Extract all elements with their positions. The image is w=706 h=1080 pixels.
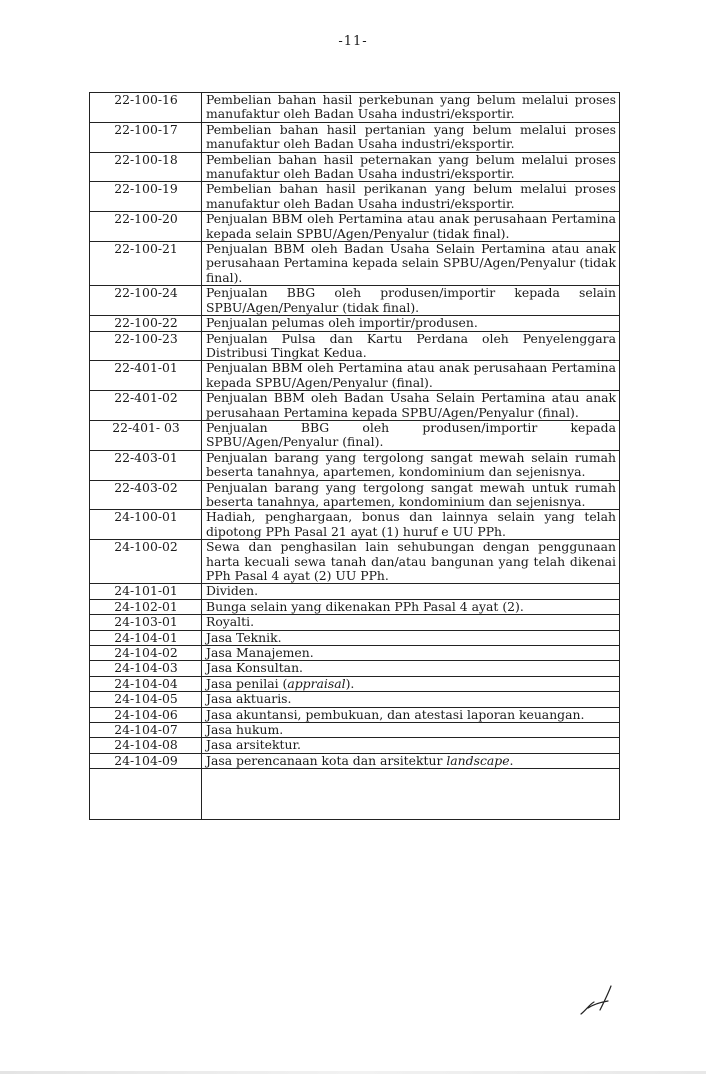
tax-code-cell: 24-104-02 bbox=[90, 646, 202, 661]
tax-description-cell: Dividen. bbox=[202, 584, 620, 599]
scan-edge bbox=[0, 1071, 706, 1074]
table-row bbox=[90, 707, 620, 722]
tax-description-cell: Jasa hukum. bbox=[202, 723, 620, 738]
tax-code-cell: 24-100-01 bbox=[90, 510, 202, 540]
table-row bbox=[90, 630, 620, 645]
tax-description-cell: Penjualan barang yang tergolong sangat mewah untuk rumah beserta tanahnya, apartemen, kondominium dan sejenisnya. bbox=[202, 480, 620, 510]
tax-description-cell: Pembelian bahan hasil pertanian yang belum melalui proses manufaktur oleh Badan Usaha industri/eksportir. bbox=[202, 122, 620, 152]
tax-description-cell: Bunga selain yang dikenakan PPh Pasal 4 ayat (2). bbox=[202, 599, 620, 614]
table-row bbox=[90, 615, 620, 630]
tax-code-cell: 24-104-07 bbox=[90, 723, 202, 738]
tax-code-cell: 22-100-21 bbox=[90, 242, 202, 286]
tax-code-cell: 22-100-24 bbox=[90, 286, 202, 316]
tax-code-cell: 22-100-20 bbox=[90, 212, 202, 242]
tax-description-cell: Jasa Teknik. bbox=[202, 630, 620, 645]
tax-code-cell: 22-100-19 bbox=[90, 182, 202, 212]
tax-description-cell: Pembelian bahan hasil perikanan yang belum melalui proses manufaktur oleh Badan Usaha industri/eksportir. bbox=[202, 182, 620, 212]
tax-code-cell: 24-104-05 bbox=[90, 692, 202, 707]
tax-code-cell: 22-100-17 bbox=[90, 122, 202, 152]
tax-code-cell: 24-104-06 bbox=[90, 707, 202, 722]
tax-code-cell: 22-100-16 bbox=[90, 93, 202, 123]
tax-code-table-body bbox=[90, 93, 620, 820]
tax-description-cell: Jasa akuntansi, pembukuan, dan atestasi laporan keuangan. bbox=[202, 707, 620, 722]
tax-description-cell: Jasa penilai (appraisal). bbox=[202, 676, 620, 691]
tax-code-cell: 22-403-02 bbox=[90, 480, 202, 510]
tax-description-cell: Jasa aktuaris. bbox=[202, 692, 620, 707]
tax-description-cell: Jasa perencanaan kota dan arsitektur landscape. bbox=[202, 753, 620, 768]
tax-code-cell: 24-104-04 bbox=[90, 676, 202, 691]
tax-description-cell: Jasa Konsultan. bbox=[202, 661, 620, 676]
table-row bbox=[90, 450, 620, 480]
tax-code-table bbox=[89, 92, 620, 820]
tax-description-cell: Penjualan BBM oleh Pertamina atau anak perusahaan Pertamina kepada selain SPBU/Agen/Penyalur (tidak final). bbox=[202, 212, 620, 242]
tax-code-cell: 22-100-22 bbox=[90, 316, 202, 331]
tax-description-cell: Penjualan BBM oleh Badan Usaha Selain Pertamina atau anak perusahaan Pertamina kepada selain SPBU/Agen/Penyalur (tidak final). bbox=[202, 242, 620, 286]
table-row bbox=[90, 753, 620, 768]
tax-code-cell: 22-401- 03 bbox=[90, 420, 202, 450]
table-row bbox=[90, 676, 620, 691]
table-row bbox=[90, 212, 620, 242]
table-row bbox=[90, 480, 620, 510]
tax-description-cell: Sewa dan penghasilan lain sehubungan dengan penggunaan harta kecuali sewa tanah dan/atau bangunan yang telah dikenai PPh Pasal 4 ayat (2) UU PPh. bbox=[202, 540, 620, 584]
table-row bbox=[90, 122, 620, 152]
table-row bbox=[90, 182, 620, 212]
table-row bbox=[90, 152, 620, 182]
table-row bbox=[90, 646, 620, 661]
tax-description-cell: Penjualan BBM oleh Badan Usaha Selain Pertamina atau anak perusahaan Pertamina kepada SPBU/Agen/Penyalur (final). bbox=[202, 391, 620, 421]
table-row bbox=[90, 723, 620, 738]
table-row bbox=[90, 391, 620, 421]
table-row bbox=[90, 242, 620, 286]
tax-code-cell: 22-401-02 bbox=[90, 391, 202, 421]
tax-description-cell: Hadiah, penghargaan, bonus dan lainnya selain yang telah dipotong PPh Pasal 21 ayat (1) huruf e UU PPh. bbox=[202, 510, 620, 540]
tax-description-cell: Jasa arsitektur. bbox=[202, 738, 620, 753]
tax-description-cell: Pembelian bahan hasil peternakan yang belum melalui proses manufaktur oleh Badan Usaha industri/eksportir. bbox=[202, 152, 620, 182]
signature-initial bbox=[578, 980, 618, 1020]
tax-code-cell: 24-102-01 bbox=[90, 599, 202, 614]
table-row bbox=[90, 93, 620, 123]
table-row bbox=[90, 286, 620, 316]
table-row bbox=[90, 599, 620, 614]
tax-code-cell: 22-403-01 bbox=[90, 450, 202, 480]
tax-code-cell: 24-104-09 bbox=[90, 753, 202, 768]
table-row bbox=[90, 316, 620, 331]
empty-cell bbox=[90, 769, 202, 820]
tax-description-cell: Jasa Manajemen. bbox=[202, 646, 620, 661]
table-row bbox=[90, 331, 620, 361]
tax-description-cell: Royalti. bbox=[202, 615, 620, 630]
tax-code-cell: 24-103-01 bbox=[90, 615, 202, 630]
tax-description-cell: Pembelian bahan hasil perkebunan yang belum melalui proses manufaktur oleh Badan Usaha industri/eksportir. bbox=[202, 93, 620, 123]
tax-description-cell: Penjualan barang yang tergolong sangat mewah selain rumah beserta tanahnya, apartemen, kondominium dan sejenisnya. bbox=[202, 450, 620, 480]
table-row bbox=[90, 540, 620, 584]
tax-description-cell: Penjualan BBG oleh produsen/importir kepada SPBU/Agen/Penyalur (final). bbox=[202, 420, 620, 450]
tax-code-cell: 22-100-23 bbox=[90, 331, 202, 361]
table-row bbox=[90, 584, 620, 599]
empty-cell bbox=[202, 769, 620, 820]
page-number: -11- bbox=[338, 34, 368, 49]
table-row bbox=[90, 420, 620, 450]
tax-description-cell: Penjualan BBM oleh Pertamina atau anak perusahaan Pertamina kepada SPBU/Agen/Penyalur (final). bbox=[202, 361, 620, 391]
tax-description-cell: Penjualan Pulsa dan Kartu Perdana oleh Penyelenggara Distribusi Tingkat Kedua. bbox=[202, 331, 620, 361]
tax-code-cell: 24-104-01 bbox=[90, 630, 202, 645]
table-row bbox=[90, 692, 620, 707]
tax-code-cell: 24-104-08 bbox=[90, 738, 202, 753]
tax-code-cell: 22-401-01 bbox=[90, 361, 202, 391]
tax-code-cell: 22-100-18 bbox=[90, 152, 202, 182]
table-row bbox=[90, 361, 620, 391]
tax-code-cell: 24-104-03 bbox=[90, 661, 202, 676]
table-row bbox=[90, 661, 620, 676]
tax-code-cell: 24-101-01 bbox=[90, 584, 202, 599]
table-row bbox=[90, 738, 620, 753]
tax-description-cell: Penjualan pelumas oleh importir/produsen. bbox=[202, 316, 620, 331]
empty-table-row bbox=[90, 769, 620, 820]
tax-code-cell: 24-100-02 bbox=[90, 540, 202, 584]
tax-description-cell: Penjualan BBG oleh produsen/importir kepada selain SPBU/Agen/Penyalur (tidak final). bbox=[202, 286, 620, 316]
table-row bbox=[90, 510, 620, 540]
